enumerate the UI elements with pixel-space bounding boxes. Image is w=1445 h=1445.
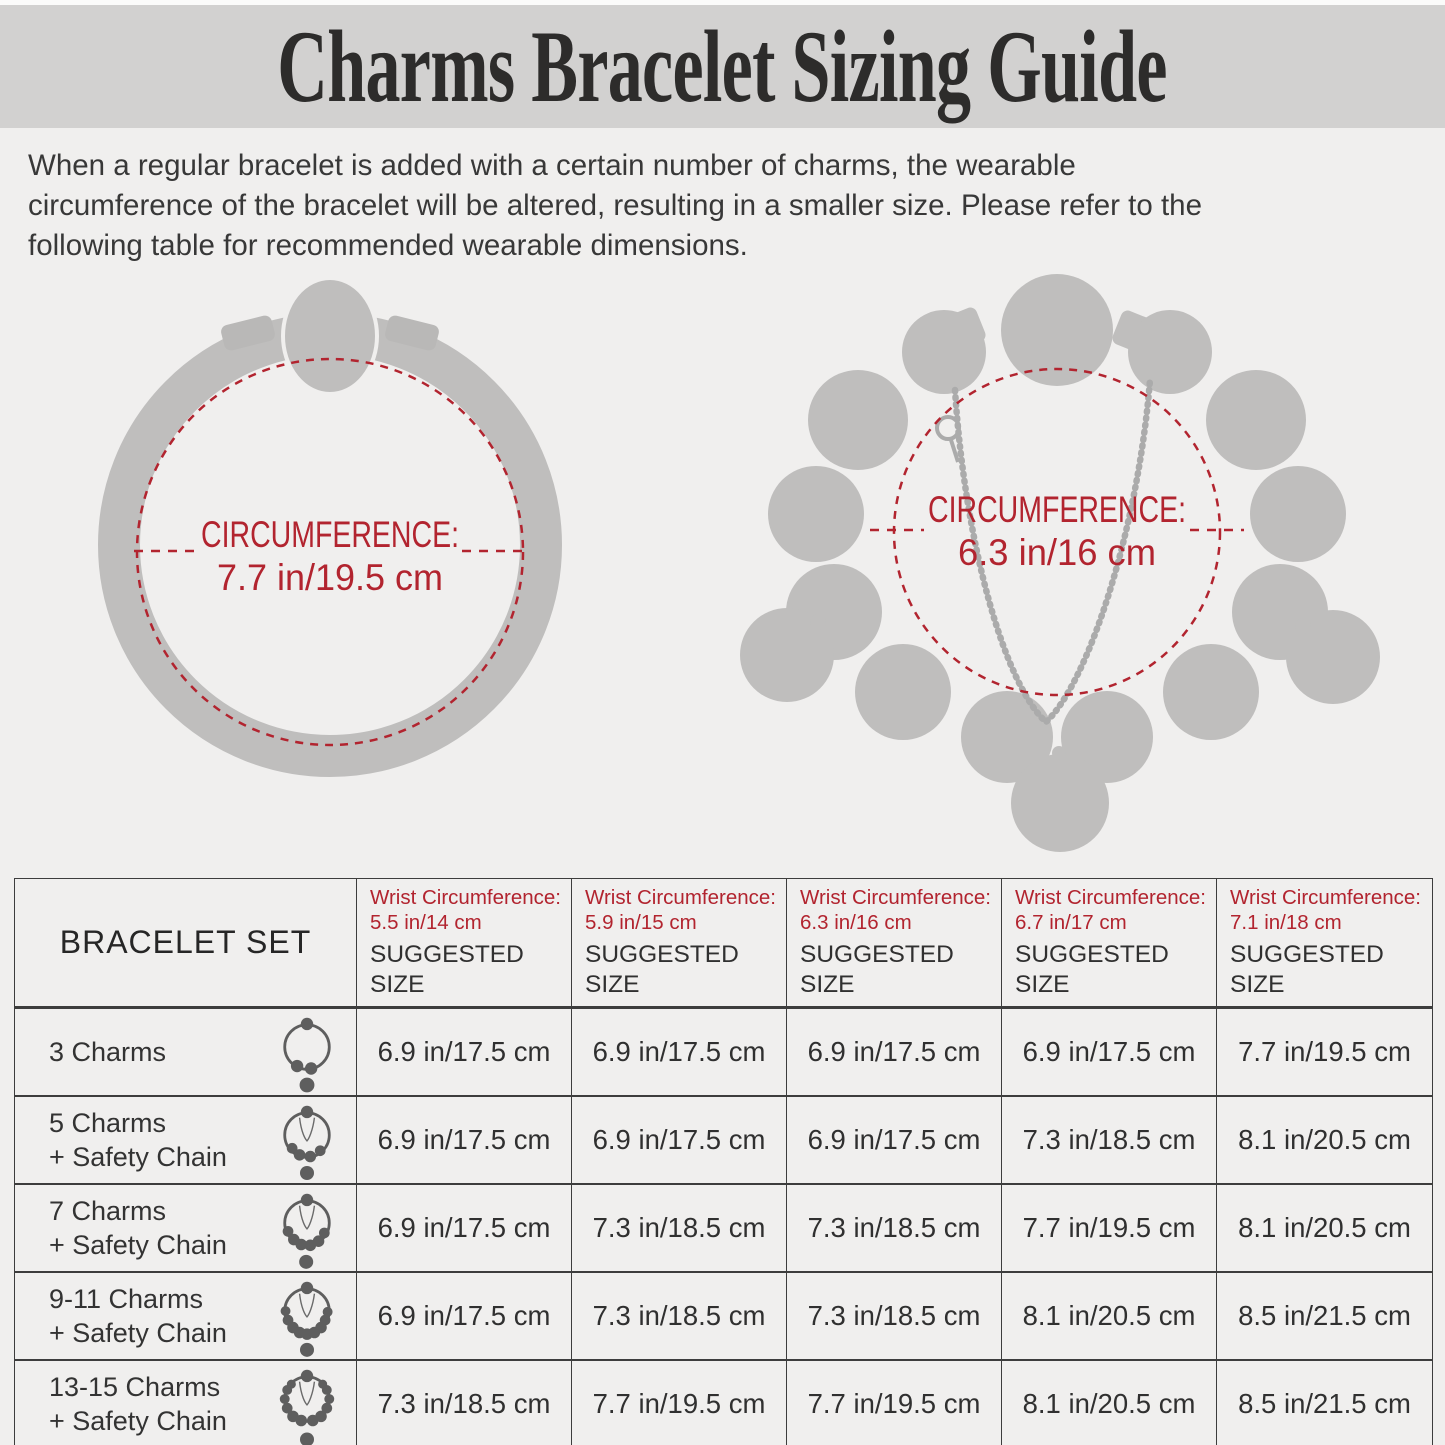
size-value-cell: 7.3 in/18.5 cm [787, 1184, 1002, 1272]
bracelet-set-cell [15, 1360, 357, 1445]
size-value-cell: 7.7 in/19.5 cm [572, 1360, 787, 1445]
row-sublabel: + Safety Chain [49, 1406, 227, 1436]
charm-circumference-value: 6.3 in/16 cm [958, 532, 1156, 573]
dangle-link-bottom [1052, 746, 1066, 760]
table-header-row [15, 879, 1433, 1008]
bracelet-set-header: BRACELET SET [15, 879, 357, 1008]
suggested-size-label: SUGGESTED SIZE [370, 941, 524, 998]
table-row [15, 1360, 1433, 1445]
intro-line: circumference of the bracelet will be altered, resulting in a smaller size. Please refer to the [28, 189, 1202, 222]
size-value-cell: 7.7 in/19.5 cm [787, 1360, 1002, 1445]
bracelet-set-cell [15, 1096, 357, 1184]
dangle-link-left [810, 614, 826, 630]
wrist-circumference-label: Wrist Circumference: [585, 886, 776, 909]
size-value-cell: 6.9 in/17.5 cm [357, 1008, 572, 1097]
bracelet-set-cell [15, 1272, 357, 1360]
plain-circumference-label: CIRCUMFERENCE: [201, 514, 459, 555]
dangle-charm-bottom [1011, 754, 1109, 852]
wrist-circumference-label: Wrist Circumference: [1015, 886, 1206, 909]
size-value-cell: 8.1 in/20.5 cm [1217, 1184, 1433, 1272]
column-header-4 [1002, 879, 1217, 1008]
bracelet-7-charms-icon [274, 1185, 340, 1271]
suggested-size-label: SUGGESTED SIZE [800, 941, 954, 998]
column-header-5 [1217, 879, 1433, 1008]
size-value-cell: 6.9 in/17.5 cm [787, 1008, 1002, 1097]
size-value-cell: 7.3 in/18.5 cm [357, 1360, 572, 1445]
intro-paragraph [28, 146, 1420, 266]
size-value-cell: 8.1 in/20.5 cm [1002, 1360, 1217, 1445]
size-value-cell: 6.9 in/17.5 cm [1002, 1008, 1217, 1097]
wrist-circumference-value: 6.3 in/16 cm [800, 911, 912, 934]
size-value-cell: 7.3 in/18.5 cm [1002, 1096, 1217, 1184]
row-sublabel: + Safety Chain [49, 1230, 227, 1260]
charm-bracelet-illustration [740, 274, 1380, 852]
size-value-cell: 7.7 in/19.5 cm [1002, 1184, 1217, 1272]
suggested-size-label: SUGGESTED SIZE [1015, 941, 1169, 998]
row-sublabel: + Safety Chain [49, 1318, 227, 1348]
bracelet-set-cell [15, 1184, 357, 1272]
wrist-circumference-value: 5.9 in/15 cm [585, 911, 697, 934]
bracelet-diagrams [0, 260, 1445, 872]
column-header-1 [357, 879, 572, 1008]
bracelet-3-charms-icon [274, 1009, 340, 1095]
charm-circumference-label: CIRCUMFERENCE: [928, 489, 1186, 530]
table-row [15, 1096, 1433, 1184]
size-value-cell: 8.1 in/20.5 cm [1002, 1272, 1217, 1360]
wrist-circumference-value: 5.5 in/14 cm [370, 911, 482, 934]
size-value-cell: 6.9 in/17.5 cm [357, 1096, 572, 1184]
table-row [15, 1272, 1433, 1360]
bracelet-set-cell [15, 1008, 357, 1097]
size-value-cell: 6.9 in/17.5 cm [357, 1184, 572, 1272]
wrist-circumference-label: Wrist Circumference: [800, 886, 991, 909]
wrist-circumference-value: 7.1 in/18 cm [1230, 911, 1342, 934]
size-value-cell: 7.3 in/18.5 cm [787, 1272, 1002, 1360]
clasp-bead [283, 278, 377, 394]
size-value-cell: 7.7 in/19.5 cm [1217, 1008, 1433, 1097]
size-value-cell: 6.9 in/17.5 cm [787, 1096, 1002, 1184]
plain-bracelet-illustration [119, 278, 541, 756]
column-header-3 [787, 879, 1002, 1008]
column-header-2 [572, 879, 787, 1008]
bracelet-13-15-charms-icon [274, 1361, 340, 1445]
row-label: 7 Charms [49, 1196, 167, 1226]
dangle-link-right [1295, 618, 1311, 634]
plain-circumference-value: 7.7 in/19.5 cm [217, 557, 443, 598]
safety-chain-clasp-hook [951, 440, 958, 462]
sizing-table [14, 878, 1433, 1445]
size-value-cell: 8.5 in/21.5 cm [1217, 1360, 1433, 1445]
size-value-cell: 8.5 in/21.5 cm [1217, 1272, 1433, 1360]
row-label: 3 Charms [49, 1037, 167, 1067]
row-label: 5 Charms [49, 1108, 167, 1138]
intro-line: When a regular bracelet is added with a certain number of charms, the wearable [28, 149, 1076, 182]
row-sublabel: + Safety Chain [49, 1142, 227, 1172]
wrist-circumference-label: Wrist Circumference: [1230, 886, 1421, 909]
table-row [15, 1184, 1433, 1272]
suggested-size-label: SUGGESTED SIZE [1230, 941, 1384, 998]
intro-line: following table for recommended wearable dimensions. [28, 229, 748, 262]
row-label: 9-11 Charms [49, 1284, 204, 1314]
wrist-circumference-label: Wrist Circumference: [370, 886, 561, 909]
size-value-cell: 6.9 in/17.5 cm [572, 1096, 787, 1184]
size-value-cell: 7.3 in/18.5 cm [572, 1184, 787, 1272]
title-band [0, 5, 1445, 128]
bracelet-9-11-charms-icon [274, 1273, 340, 1359]
suggested-size-label: SUGGESTED SIZE [585, 941, 739, 998]
size-value-cell: 6.9 in/17.5 cm [572, 1008, 787, 1097]
wrist-circumference-value: 6.7 in/17 cm [1015, 911, 1127, 934]
size-value-cell: 8.1 in/20.5 cm [1217, 1096, 1433, 1184]
table-row [15, 1008, 1433, 1097]
page-title: Charms Bracelet Sizing Guide [277, 9, 1168, 124]
size-value-cell: 6.9 in/17.5 cm [357, 1272, 572, 1360]
row-label: 13-15 Charms [49, 1372, 221, 1402]
bracelet-5-charms-icon [274, 1097, 340, 1183]
size-value-cell: 7.3 in/18.5 cm [572, 1272, 787, 1360]
